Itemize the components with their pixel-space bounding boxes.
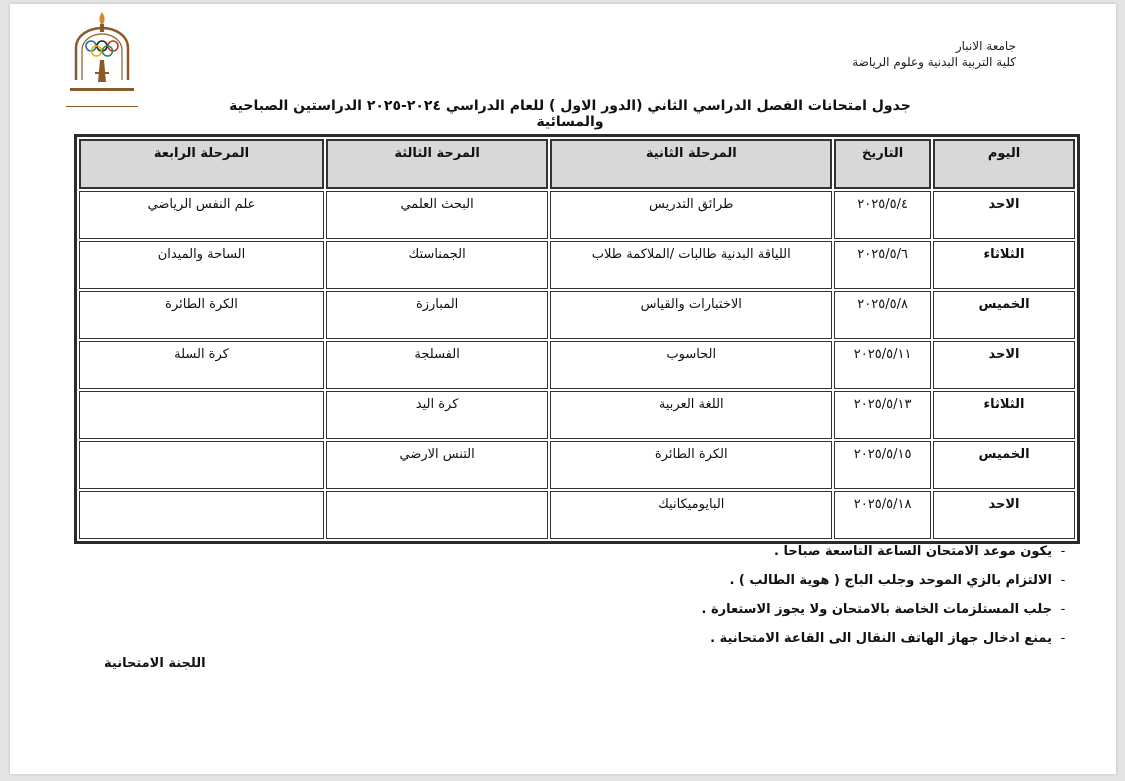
institution-block bbox=[852, 38, 1016, 70]
column-header-date: التاريخ bbox=[834, 139, 931, 189]
page-title: جدول امتحانات الفصل الدراسي الثاني (الدور الاول ) للعام الدراسي ٢٠٢٤-٢٠٢٥ الدراستين الصباحية والمسائية bbox=[229, 98, 911, 130]
cell-fourth-stage bbox=[79, 491, 324, 539]
cell-fourth-stage: كرة السلة bbox=[79, 341, 324, 389]
cell-date: ٢٠٢٥/٥/٤ bbox=[834, 191, 931, 239]
cell-second-stage: اللياقة البدنية طالبات /الملاكمة طلاب bbox=[550, 241, 832, 289]
exam-schedule-table bbox=[74, 134, 1080, 544]
cell-third-stage: كرة اليد bbox=[326, 391, 548, 439]
cell-third-stage: الجمناستك bbox=[326, 241, 548, 289]
bullet-dash: - bbox=[1060, 573, 1066, 588]
university-seal-icon bbox=[62, 10, 142, 114]
table-row bbox=[79, 291, 1075, 339]
column-header-third-stage: المرحة الثالثة bbox=[326, 139, 548, 189]
table-row bbox=[79, 341, 1075, 389]
cell-date: ٢٠٢٥/٥/٨ bbox=[834, 291, 931, 339]
table-row bbox=[79, 241, 1075, 289]
instruction-text: الالتزام بالزي الموحد وجلب الباج ( هوية الطالب ) . bbox=[729, 573, 1052, 588]
cell-day: الخميس bbox=[933, 291, 1075, 339]
table-header-row bbox=[79, 139, 1075, 189]
list-item bbox=[702, 537, 1074, 566]
university-logo bbox=[62, 10, 142, 114]
cell-third-stage: التنس الارضي bbox=[326, 441, 548, 489]
instruction-text: يمنع ادخال جهاز الهاتف النقال الى القاعة الامتحانية . bbox=[710, 631, 1052, 646]
cell-second-stage: الكرة الطائرة bbox=[550, 441, 832, 489]
bullet-dash: - bbox=[1060, 602, 1066, 617]
cell-fourth-stage bbox=[79, 441, 324, 489]
cell-second-stage: طرائق التدريس bbox=[550, 191, 832, 239]
column-header-day: اليوم bbox=[933, 139, 1075, 189]
university-name: جامعة الانبار bbox=[955, 39, 1016, 53]
cell-date: ٢٠٢٥/٥/١٥ bbox=[834, 441, 931, 489]
cell-day: الخميس bbox=[933, 441, 1075, 489]
cell-day: الاحد bbox=[933, 341, 1075, 389]
list-item bbox=[702, 595, 1074, 624]
cell-day: الثلاثاء bbox=[933, 241, 1075, 289]
cell-date: ٢٠٢٥/٥/١١ bbox=[834, 341, 931, 389]
cell-third-stage bbox=[326, 491, 548, 539]
cell-third-stage: البحث العلمي bbox=[326, 191, 548, 239]
cell-date: ٢٠٢٥/٥/١٣ bbox=[834, 391, 931, 439]
exam-committee-signature: اللجنة الامتحانية bbox=[104, 656, 206, 671]
table-row bbox=[79, 391, 1075, 439]
college-name: كلية التربية البدنية وعلوم الرياضة bbox=[852, 55, 1016, 69]
document-page bbox=[10, 4, 1116, 774]
column-header-fourth-stage: المرحلة الرابعة bbox=[79, 139, 324, 189]
cell-second-stage: اللغة العربية bbox=[550, 391, 832, 439]
cell-third-stage: المبارزة bbox=[326, 291, 548, 339]
table-row bbox=[79, 191, 1075, 239]
cell-second-stage: البايوميكانيك bbox=[550, 491, 832, 539]
instruction-text: جلب المستلزمات الخاصة بالامتحان ولا يجوز الاستعارة . bbox=[701, 602, 1052, 617]
list-item bbox=[702, 566, 1074, 595]
instruction-text: يكون موعد الامتحان الساعة التاسعة صباحا . bbox=[774, 544, 1052, 559]
cell-fourth-stage bbox=[79, 391, 324, 439]
cell-second-stage: الاختبارات والقياس bbox=[550, 291, 832, 339]
cell-day: الثلاثاء bbox=[933, 391, 1075, 439]
cell-fourth-stage: الكرة الطائرة bbox=[79, 291, 324, 339]
cell-day: الاحد bbox=[933, 191, 1075, 239]
bullet-dash: - bbox=[1060, 544, 1066, 559]
cell-fourth-stage: علم النفس الرياضي bbox=[79, 191, 324, 239]
cell-date: ٢٠٢٥/٥/٦ bbox=[834, 241, 931, 289]
cell-day: الاحد bbox=[933, 491, 1075, 539]
column-header-second-stage: المرحلة الثانية bbox=[550, 139, 832, 189]
cell-fourth-stage: الساحة والميدان bbox=[79, 241, 324, 289]
cell-second-stage: الحاسوب bbox=[550, 341, 832, 389]
cell-third-stage: الفسلجة bbox=[326, 341, 548, 389]
list-item bbox=[702, 624, 1074, 653]
table-row bbox=[79, 441, 1075, 489]
table-row bbox=[79, 491, 1075, 539]
exam-instructions-list bbox=[702, 537, 1074, 653]
cell-date: ٢٠٢٥/٥/١٨ bbox=[834, 491, 931, 539]
bullet-dash: - bbox=[1060, 631, 1066, 646]
